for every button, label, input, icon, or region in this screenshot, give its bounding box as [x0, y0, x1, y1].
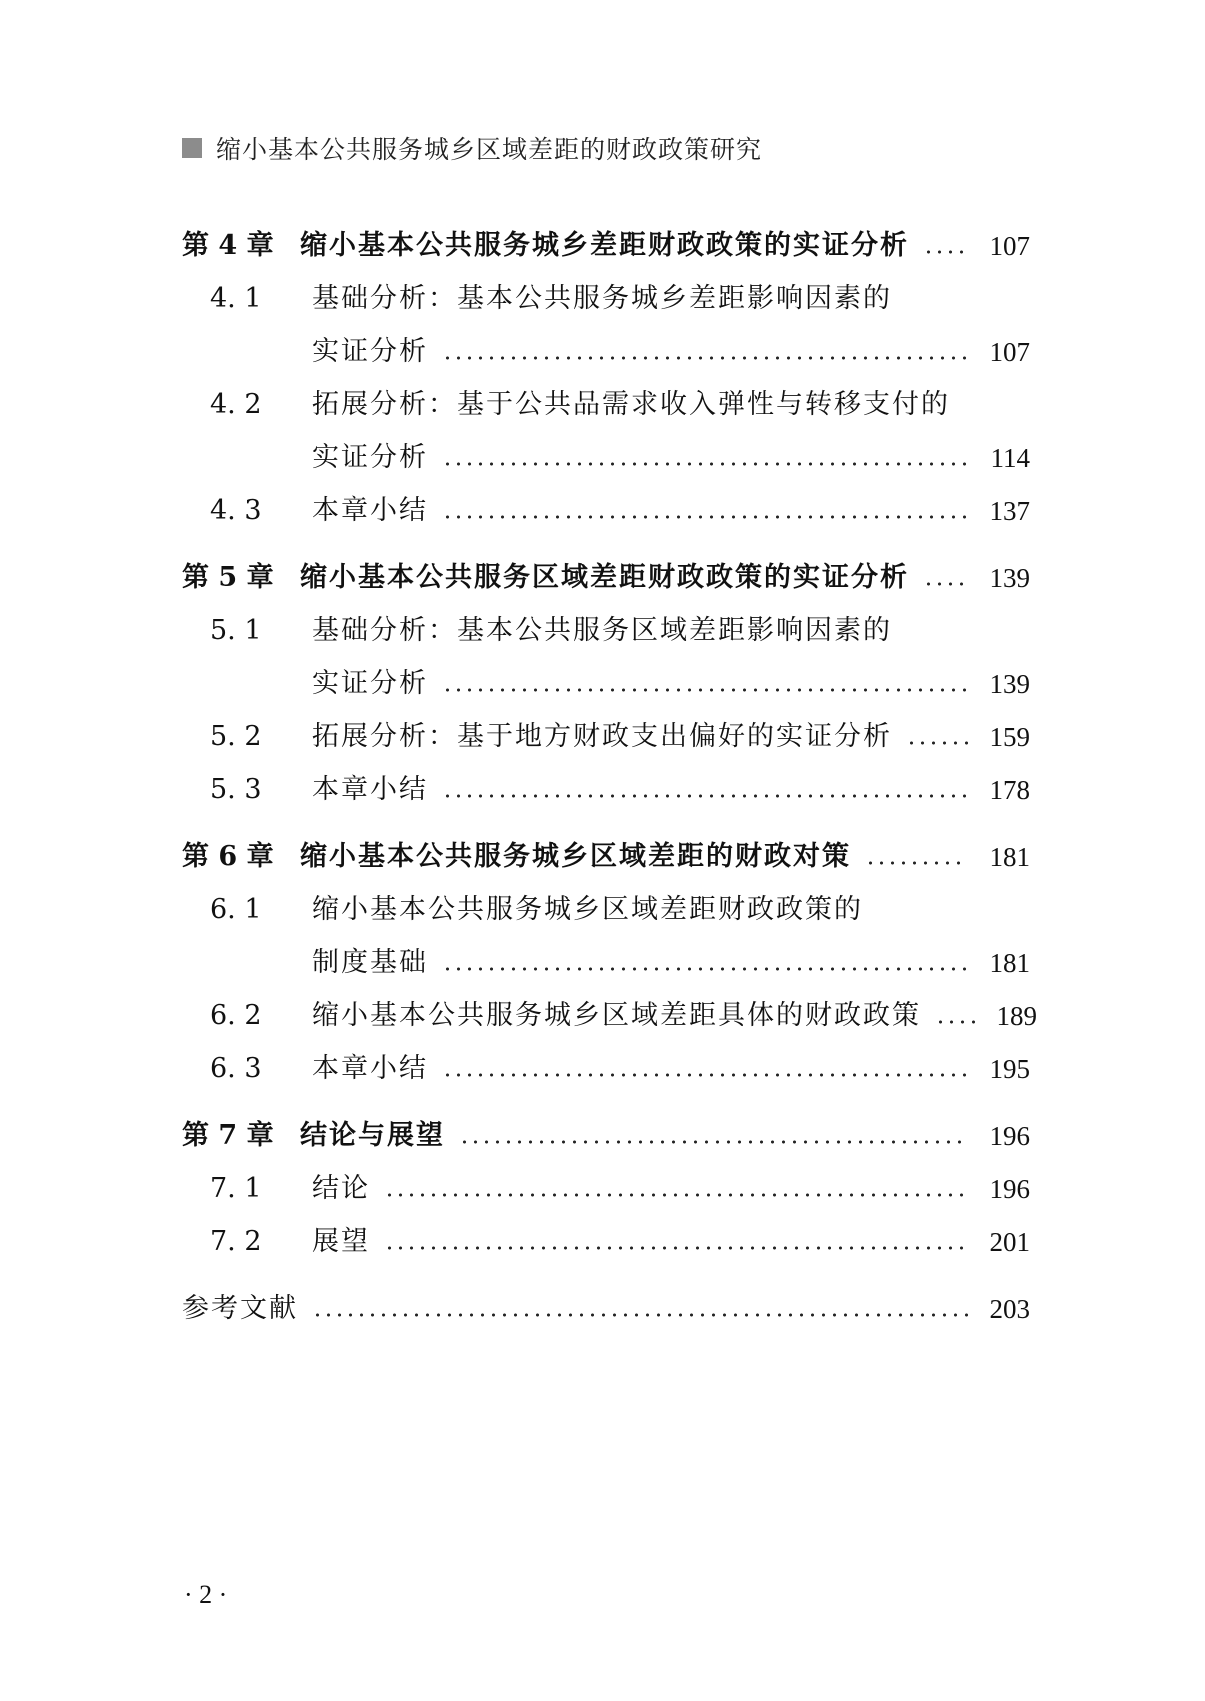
toc-section-row[interactable]: [182, 422, 1030, 475]
toc-section-row[interactable]: [182, 595, 1030, 648]
toc-section-row[interactable]: [182, 475, 1030, 528]
toc-number: 第 7 章: [182, 1120, 274, 1151]
dot-leader: [865, 861, 968, 865]
toc-number: 6. 3: [210, 1053, 262, 1084]
toc-page-number: 189: [996, 1001, 1037, 1031]
toc-section-row[interactable]: [182, 1153, 1030, 1206]
toc-title: 拓展分析：基于地方财政支出偏好的实证分析: [312, 721, 892, 752]
toc-number: 第 5 章: [182, 562, 274, 593]
toc-title: 拓展分析：基于公共品需求收入弹性与转移支付的: [312, 389, 950, 420]
toc-number: 第 4 章: [182, 230, 274, 261]
toc-number: 6. 1: [210, 894, 262, 925]
toc-section-row[interactable]: [182, 263, 1030, 316]
toc-chapter-row[interactable]: [182, 542, 1030, 595]
dot-leader: [442, 515, 968, 519]
toc-title: 制度基础: [312, 947, 428, 978]
toc-title: 本章小结: [312, 495, 428, 526]
toc-title: 基础分析：基本公共服务区域差距影响因素的: [312, 615, 892, 646]
square-icon: [182, 138, 202, 158]
toc-section-row[interactable]: [182, 316, 1030, 369]
toc-title: 缩小基本公共服务城乡区域差距的财政对策: [300, 841, 851, 872]
toc-chapter-row[interactable]: [182, 821, 1030, 874]
toc-page-number: 107: [989, 231, 1030, 261]
toc-references-row[interactable]: [182, 1273, 1030, 1326]
toc-page-number: 114: [990, 443, 1030, 473]
toc-title: 本章小结: [312, 774, 428, 805]
dot-leader: [459, 1140, 968, 1144]
dot-leader: [442, 462, 968, 466]
toc-number: 6. 2: [210, 1000, 262, 1031]
toc-section-row[interactable]: [182, 754, 1030, 807]
toc-page-number: 159: [989, 722, 1030, 752]
toc-section-row[interactable]: [182, 648, 1030, 701]
dot-leader: [442, 967, 968, 971]
toc-number: 7. 2: [210, 1226, 262, 1257]
toc-number: 5. 3: [210, 774, 262, 805]
dot-leader: [442, 688, 968, 692]
toc-title: 实证分析: [312, 668, 428, 699]
toc-number: 7. 1: [210, 1173, 262, 1204]
toc-title: 缩小基本公共服务城乡区域差距具体的财政政策: [312, 1000, 921, 1031]
running-head: [182, 130, 762, 166]
toc-page-number: 196: [989, 1174, 1030, 1204]
dot-leader: [935, 1020, 975, 1024]
toc-section-row[interactable]: [182, 927, 1030, 980]
toc-title: 展望: [312, 1226, 370, 1257]
running-head-title: 缩小基本公共服务城乡区域差距的财政政策研究: [216, 135, 763, 164]
toc-section-row[interactable]: [182, 980, 1037, 1033]
toc-title: 基础分析：基本公共服务城乡差距影响因素的: [312, 283, 892, 314]
toc-title: 本章小结: [312, 1053, 428, 1084]
dot-leader: [923, 250, 968, 254]
toc-chapter-row[interactable]: [182, 1100, 1030, 1153]
toc-title: 缩小基本公共服务城乡区域差距财政政策的: [312, 894, 863, 925]
toc-page-number: 181: [989, 948, 1030, 978]
toc-number: 4. 3: [210, 495, 262, 526]
page-number-footer: · 2 ·: [184, 1580, 228, 1609]
toc-title: 参考文献: [182, 1293, 298, 1324]
toc-title: 结论与展望: [300, 1120, 445, 1151]
toc-chapter-row[interactable]: [182, 210, 1030, 263]
dot-leader: [442, 1073, 968, 1077]
dot-leader: [906, 741, 968, 745]
toc-title: 实证分析: [312, 336, 428, 367]
toc-number: 5. 1: [210, 615, 262, 646]
toc-number: 第 6 章: [182, 841, 274, 872]
toc-title: 缩小基本公共服务区域差距财政政策的实证分析: [300, 562, 909, 593]
toc-section-row[interactable]: [182, 369, 1030, 422]
toc-page-number: 201: [989, 1227, 1030, 1257]
toc-page-number: 107: [989, 337, 1030, 367]
table-of-contents: [182, 210, 1037, 1326]
toc-page-number: 139: [989, 669, 1030, 699]
dot-leader: [923, 582, 968, 586]
toc-section-row[interactable]: [182, 701, 1030, 754]
toc-section-row[interactable]: [182, 874, 1030, 927]
toc-number: 5. 2: [210, 721, 262, 752]
toc-page-number: 196: [989, 1121, 1030, 1151]
toc-number: 4. 2: [210, 389, 262, 420]
dot-leader: [384, 1193, 968, 1197]
toc-page-number: 195: [989, 1054, 1030, 1084]
toc-number: 4. 1: [210, 283, 262, 314]
dot-leader: [442, 794, 968, 798]
dot-leader: [384, 1246, 968, 1250]
toc-section-row[interactable]: [182, 1206, 1030, 1259]
toc-page-number: 181: [989, 842, 1030, 872]
toc-page-number: 178: [989, 775, 1030, 805]
toc-page-number: 139: [989, 563, 1030, 593]
toc-page-number: 137: [989, 496, 1030, 526]
toc-title: 结论: [312, 1173, 370, 1204]
toc-page-number: 203: [989, 1294, 1030, 1324]
toc-title: 实证分析: [312, 442, 428, 473]
toc-section-row[interactable]: [182, 1033, 1030, 1086]
dot-leader: [442, 356, 968, 360]
toc-title: 缩小基本公共服务城乡差距财政政策的实证分析: [300, 230, 909, 261]
dot-leader: [312, 1313, 968, 1317]
